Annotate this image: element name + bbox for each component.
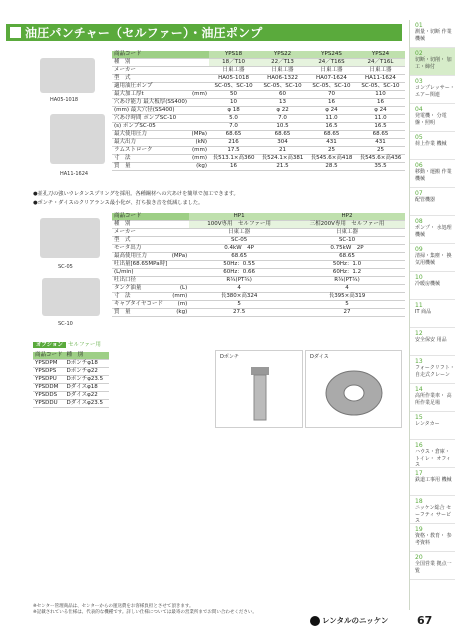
table-cell: 431 [356,139,405,147]
sidebar-item-label: ハウス・倉庫・ トイレ・ オフィス [415,449,451,468]
table-row [112,309,405,317]
table-cell: Dダイスφ22 [65,392,109,400]
table-cell: 50 [209,91,258,99]
table-cell: (kN) [189,139,209,147]
table-cell [169,213,189,221]
table-cell: 吐出口径 [112,277,169,285]
table-row [112,277,405,285]
table-cell [189,59,209,67]
sidebar-item-number: 13 [415,358,423,365]
table-cell: YPSDDU [33,400,65,408]
table-cell: (MPa) [169,253,189,261]
table-cell: 16 [356,99,405,107]
table-cell: 68.65 [289,253,405,261]
table-cell: (mm) [169,293,189,301]
table-cell [189,99,209,107]
table-row [112,285,405,293]
table-cell: 日東工器 [258,67,307,75]
sidebar-item-20[interactable] [410,552,455,580]
caption-ha05: HA05-1018 [50,97,79,103]
table-row [112,163,405,171]
table-cell: 4 [189,285,289,293]
table-cell: 長545.6×高436 [356,155,405,163]
table-cell: 0.4kW 4P [189,245,289,253]
table-cell: YPSDPM [33,360,65,368]
table-cell: (L/min) [112,269,169,277]
table-cell [169,269,189,277]
pump-spec-table [112,213,405,317]
table-cell: 適用油圧ポンプ [112,83,189,91]
table-cell: 27.5 [189,309,289,317]
table-row [33,376,109,384]
table-cell: (mm) 最大穴径(SS400) [112,107,189,115]
sidebar-item-label: コンプレッサー・ エアー関連 [415,85,455,98]
sidebar-item-label: レンタカー [415,421,440,427]
table-row [112,147,405,155]
table-cell: 28.5 [307,163,356,171]
table-cell: YPSDDM [33,384,65,392]
table-cell: φ 22 [258,107,307,115]
table-cell: 27 [289,309,405,317]
table-cell: 日東工器 [307,67,356,75]
table-cell: Dダイスφ18 [65,384,109,392]
table-cell: 寸 法 [112,293,169,301]
sidebar-item-number: 03 [415,78,423,85]
table-cell: 110 [356,91,405,99]
punch-photo-ha05 [40,58,95,93]
table-cell: キャブタイヤコード [112,301,169,309]
table-cell: 日東工器 [356,67,405,75]
table-cell: YPSDPS [33,368,65,376]
caption-sc05: SC-05 [58,264,73,270]
table-cell: (kg) [169,309,189,317]
sidebar-item-11[interactable] [410,300,455,328]
table-cell: SC-05、SC-10 [356,83,405,91]
table-cell: 質 量 [112,309,169,317]
table-cell: タンク油量 [112,285,169,293]
table-cell: SC-05、SC-10 [258,83,307,91]
table-cell: 4 [289,285,405,293]
table-row [112,123,405,131]
sidebar-item-number: 04 [415,106,423,113]
sidebar-item-01[interactable] [410,20,455,48]
table-cell: φ 24 [307,107,356,115]
table-cell [189,67,209,75]
sidebar-item-12[interactable] [410,328,455,356]
table-cell: 商品コード [112,51,189,59]
table-cell: HA07-1624 [307,75,356,83]
sidebar-item-13[interactable] [410,356,455,384]
table-cell: 長395×高319 [289,293,405,301]
table-cell: 21.5 [258,163,307,171]
table-row [112,155,405,163]
table-cell: 長524.1×高381 [258,155,307,163]
sidebar-item-14[interactable] [410,384,455,412]
table-cell: 16 [209,163,258,171]
table-cell: 13 [258,99,307,107]
table-cell: 50Hz：0.55 [189,261,289,269]
table-cell: 7.0 [209,123,258,131]
table-cell: 5 [189,301,289,309]
table-cell [169,221,189,229]
table-row [112,221,405,229]
table-cell: 18／T10 [209,59,258,67]
table-cell: SC-10 [289,237,405,245]
table-cell: 35.5 [356,163,405,171]
table-cell: HA06-1322 [258,75,307,83]
table-cell: YPS24S [307,51,356,59]
punch-image-box [215,350,303,428]
sidebar-item-label: 切断・切削・ 加工・締付 [415,57,452,70]
punch-image-label: Dポンチ [220,354,239,360]
option-heading [33,340,101,348]
table-cell: 種 別 [112,221,169,229]
punch-photo-ha11 [50,114,105,164]
table-cell: 寸 法 [112,155,189,163]
table-cell: 型 式 [112,75,189,83]
table-row [33,360,109,368]
table-row [112,59,405,67]
table-row [112,261,405,269]
table-cell: HP1 [189,213,289,221]
table-cell: 100V専用 セルファー用 [189,221,289,229]
table-cell: 長513.1×高360 [209,155,258,163]
sidebar-item-label: 鉄道工事用 機械 [415,477,452,483]
table-cell: 25 [356,147,405,155]
table-cell [169,229,189,237]
sidebar-item-label: ニッケン総合 セーフティ サービス [415,505,452,524]
table-cell: R¾(PT¾) [189,277,289,285]
sidebar-item-06[interactable] [410,160,455,188]
table-cell [169,237,189,245]
table-row [112,253,405,261]
table-cell [189,83,209,91]
table-cell: 68.65 [209,131,258,139]
table-cell [189,115,209,123]
company-logo [310,615,388,626]
sidebar-item-17[interactable] [410,468,455,496]
table-cell: 68.65 [307,131,356,139]
table-cell [169,277,189,285]
note-1: ●並孔刀の強いウレタンスプリングを採用。各種鋼材への穴あけを簡単で加工できます。 [33,191,239,197]
table-cell: Dポンチφ18 [65,360,109,368]
option-badge: オプション [33,342,66,348]
sidebar-item-number: 14 [415,386,423,393]
sidebar-item-label: 発電機・ 分電盤・照明 [415,113,447,126]
option-sub: セルファー用 [68,342,101,348]
sidebar-item-label: 全国営業 拠点一覧 [415,561,452,574]
title-bar [6,24,402,41]
sidebar-item-label: 清掃・集塵・ 換気用機械 [415,253,452,266]
table-cell: 16 [307,99,356,107]
table-cell: 日東工器 [189,229,289,237]
footer-notes [33,604,257,616]
sidebar-item-number: 11 [415,302,423,309]
table-cell: φ 24 [356,107,405,115]
table-cell: SC-05、SC-10 [209,83,258,91]
sidebar-item-number: 15 [415,414,423,421]
table-cell: 17.5 [209,147,258,155]
table-cell: 24／T16S [307,59,356,67]
table-cell [189,75,209,83]
sidebar-item-09[interactable] [410,244,455,272]
table-row [33,392,109,400]
table-cell: 商品コード [35,352,63,359]
sidebar-item-label: ポンプ・ 水処理機械 [415,225,452,238]
table-cell: 50Hz：1.0 [289,261,405,269]
table-cell: モータ出力 [112,245,169,253]
sidebar-item-15[interactable] [410,412,455,440]
table-row [112,91,405,99]
table-row [112,51,405,59]
table-cell: SC-05、SC-10 [307,83,356,91]
table-cell [189,51,209,59]
table-cell: Dダイスφ23.5 [65,400,109,408]
sidebar-item-number: 06 [415,162,423,169]
sidebar-nav [409,20,455,610]
table-cell: 5 [289,301,405,309]
sidebar-item-number: 08 [415,218,423,225]
title-square-icon [10,27,21,38]
table-cell: 7.0 [258,115,307,123]
sidebar-item-04[interactable] [410,104,455,132]
table-cell: (s) ポンプSC-05 [112,123,189,131]
table-cell: HP2 [289,213,405,221]
table-cell: 最大出力 [112,139,189,147]
table-row [112,83,405,91]
table-cell: 最大加工厚t [112,91,189,99]
table-row [112,237,405,245]
table-row [112,245,405,253]
logo-mark-icon [310,616,320,626]
sidebar-item-label: IT 商品 [415,309,432,315]
pump-photo-sc05 [40,218,100,258]
sidebar-item-number: 09 [415,246,423,253]
table-cell: HA05-1018 [209,75,258,83]
table-cell: φ 18 [209,107,258,115]
table-cell: 304 [258,139,307,147]
punch-spec-table [112,51,405,171]
table-cell: 60Hz：1.2 [289,269,405,277]
page-number: 67 [417,614,433,627]
sidebar-item-07[interactable] [410,188,455,216]
table-cell: 70 [307,91,356,99]
dies-image-label: Dダイス [310,354,329,360]
table-cell: 60 [258,91,307,99]
dies-image-box [305,350,402,428]
table-cell: YPS18 [209,51,258,59]
table-cell: YPSDDS [33,392,65,400]
sidebar-item-label: 安全保安 用品 [415,337,447,343]
table-cell: 21 [258,147,307,155]
table-cell: 吐出量[68.65MPa時] [114,261,168,268]
page-title: 油圧パンチャー（セルファー）・油圧ポンプ [25,26,263,40]
table-cell: 25 [307,147,356,155]
sidebar-item-number: 16 [415,442,423,449]
logo-text: レンタルのニッケン [322,616,389,625]
table-row [33,400,109,408]
table-cell: (L) [169,285,189,293]
table-cell: 三相200V専用 セルファー用 [289,221,405,229]
sidebar-item-label: 移動・運搬 作業機械 [415,169,452,182]
table-row [112,131,405,139]
sidebar-item-16[interactable] [410,440,455,468]
table-cell: 長380×高324 [189,293,289,301]
table-cell [189,107,209,115]
table-cell: 11.0 [356,115,405,123]
table-cell: YPS22 [258,51,307,59]
sidebar-item-number: 17 [415,470,423,477]
table-row [112,67,405,75]
table-row [112,115,405,123]
table-cell: 68.65 [356,131,405,139]
table-cell: 431 [307,139,356,147]
sidebar-item-label: 配管機器 [415,197,436,203]
table-cell: 種 別 [65,352,109,360]
table-row [33,368,109,376]
table-cell: YPS24 [356,51,405,59]
table-cell: HA11-1624 [356,75,405,83]
sidebar-item-label: 測量・切断 作業機械 [415,29,452,42]
table-row [112,301,405,309]
sidebar-item-label: 資格・教育・ 参考資料 [415,533,452,546]
caption-ha11: HA11-1624 [60,171,89,177]
table-cell: ラムストローク [112,147,189,155]
table-row [33,384,109,392]
caption-sc10: SC-10 [58,321,73,327]
sidebar-item-label: フォークリフト・ 自走式クレーン [415,365,455,378]
table-cell: メーカー [112,67,189,75]
table-cell: R¾(PT¾) [289,277,405,285]
footer-note-1: ※センター管理商品は、センターからの運送費をお客様負担とさせて頂きます。 [33,604,194,609]
option-table [33,352,109,408]
table-row [112,269,405,277]
sidebar-item-number: 01 [415,22,423,29]
sidebar-item-02[interactable] [410,48,455,76]
sidebar-item-number: 02 [415,50,423,57]
table-row [112,229,405,237]
table-cell: 10 [209,99,258,107]
table-cell: 穴あけ能力 最大板厚(SS400) [114,99,188,106]
table-cell: 型 式 [112,237,169,245]
sidebar-item-18[interactable] [410,496,455,524]
table-cell: 16.5 [307,123,356,131]
table-cell: (m) [169,301,189,309]
table-row [112,213,405,221]
sidebar-item-number: 10 [415,274,423,281]
table-row [112,75,405,83]
table-cell: 日東工器 [209,67,258,75]
table-cell: 24／T16L [356,59,405,67]
table-cell: 11.0 [307,115,356,123]
sidebar-item-05[interactable] [410,132,455,160]
table-cell: 質 量 [112,163,189,171]
table-cell: Dポンチφ23.5 [65,376,109,384]
table-cell: Dポンチφ22 [65,368,109,376]
sidebar-item-number: 19 [415,526,423,533]
table-cell: 10.5 [258,123,307,131]
table-cell: メーカー [112,229,169,237]
table-cell [169,261,189,269]
table-cell: SC-05 [189,237,289,245]
table-cell: 68.65 [189,253,289,261]
sidebar-item-03[interactable] [410,76,455,104]
table-cell [169,245,189,253]
table-cell: (mm) [189,91,209,99]
table-cell: 穴あけ時間 ポンプSC-10 [112,115,189,123]
punch-drawing [216,351,304,429]
sidebar-item-number: 07 [415,190,423,197]
table-cell: 日東工器 [289,229,405,237]
table-cell: (mm) [189,155,209,163]
sidebar-item-19[interactable] [410,524,455,552]
sidebar-item-number: 12 [415,330,423,337]
table-cell: (kg) [189,163,209,171]
table-cell: 216 [209,139,258,147]
note-2: ●ポンチ・ダイスのクリアランス最小化が、打ち抜き音を低減しました。 [33,200,204,206]
table-cell [189,123,209,131]
table-cell: 最高使用圧力 [112,253,169,261]
table-row [112,107,405,115]
table-cell: (mm) [189,147,209,155]
pump-photo-sc10 [42,278,100,316]
table-cell: 長545.6×高418 [307,155,356,163]
table-cell: YPSDPU [33,376,65,384]
table-cell: 商品コード [112,213,169,221]
table-cell: 最大使用圧力 [112,131,189,139]
sidebar-item-label: 高所作業車・ 高所作業足場 [415,393,452,406]
table-cell: (MPa) [189,131,209,139]
sidebar-item-number: 05 [415,134,423,141]
sidebar-item-label: 冷暖房機械 [415,281,441,287]
table-cell: 16.5 [356,123,405,131]
table-cell: 68.65 [258,131,307,139]
table-row [112,139,405,147]
table-cell: 種 別 [112,59,189,67]
footer-note-2: ※記載されている仕様は、代表的な機種です。詳しい仕様については最寄の営業所までお問い合わせください。 [33,610,257,615]
sidebar-item-label: 荷上作業 機械 [415,141,447,147]
dies-drawing [306,351,403,429]
table-row [33,352,109,360]
table-cell: 5.0 [209,115,258,123]
sidebar-item-08[interactable] [410,216,455,244]
sidebar-item-number: 20 [415,554,423,561]
table-row [112,99,405,107]
table-row [112,293,405,301]
sidebar-item-10[interactable] [410,272,455,300]
table-cell: 22／T13 [258,59,307,67]
sidebar-item-number: 18 [415,498,423,505]
table-cell: 0.75kW 2P [289,245,405,253]
table-cell: 60Hz：0.66 [189,269,289,277]
